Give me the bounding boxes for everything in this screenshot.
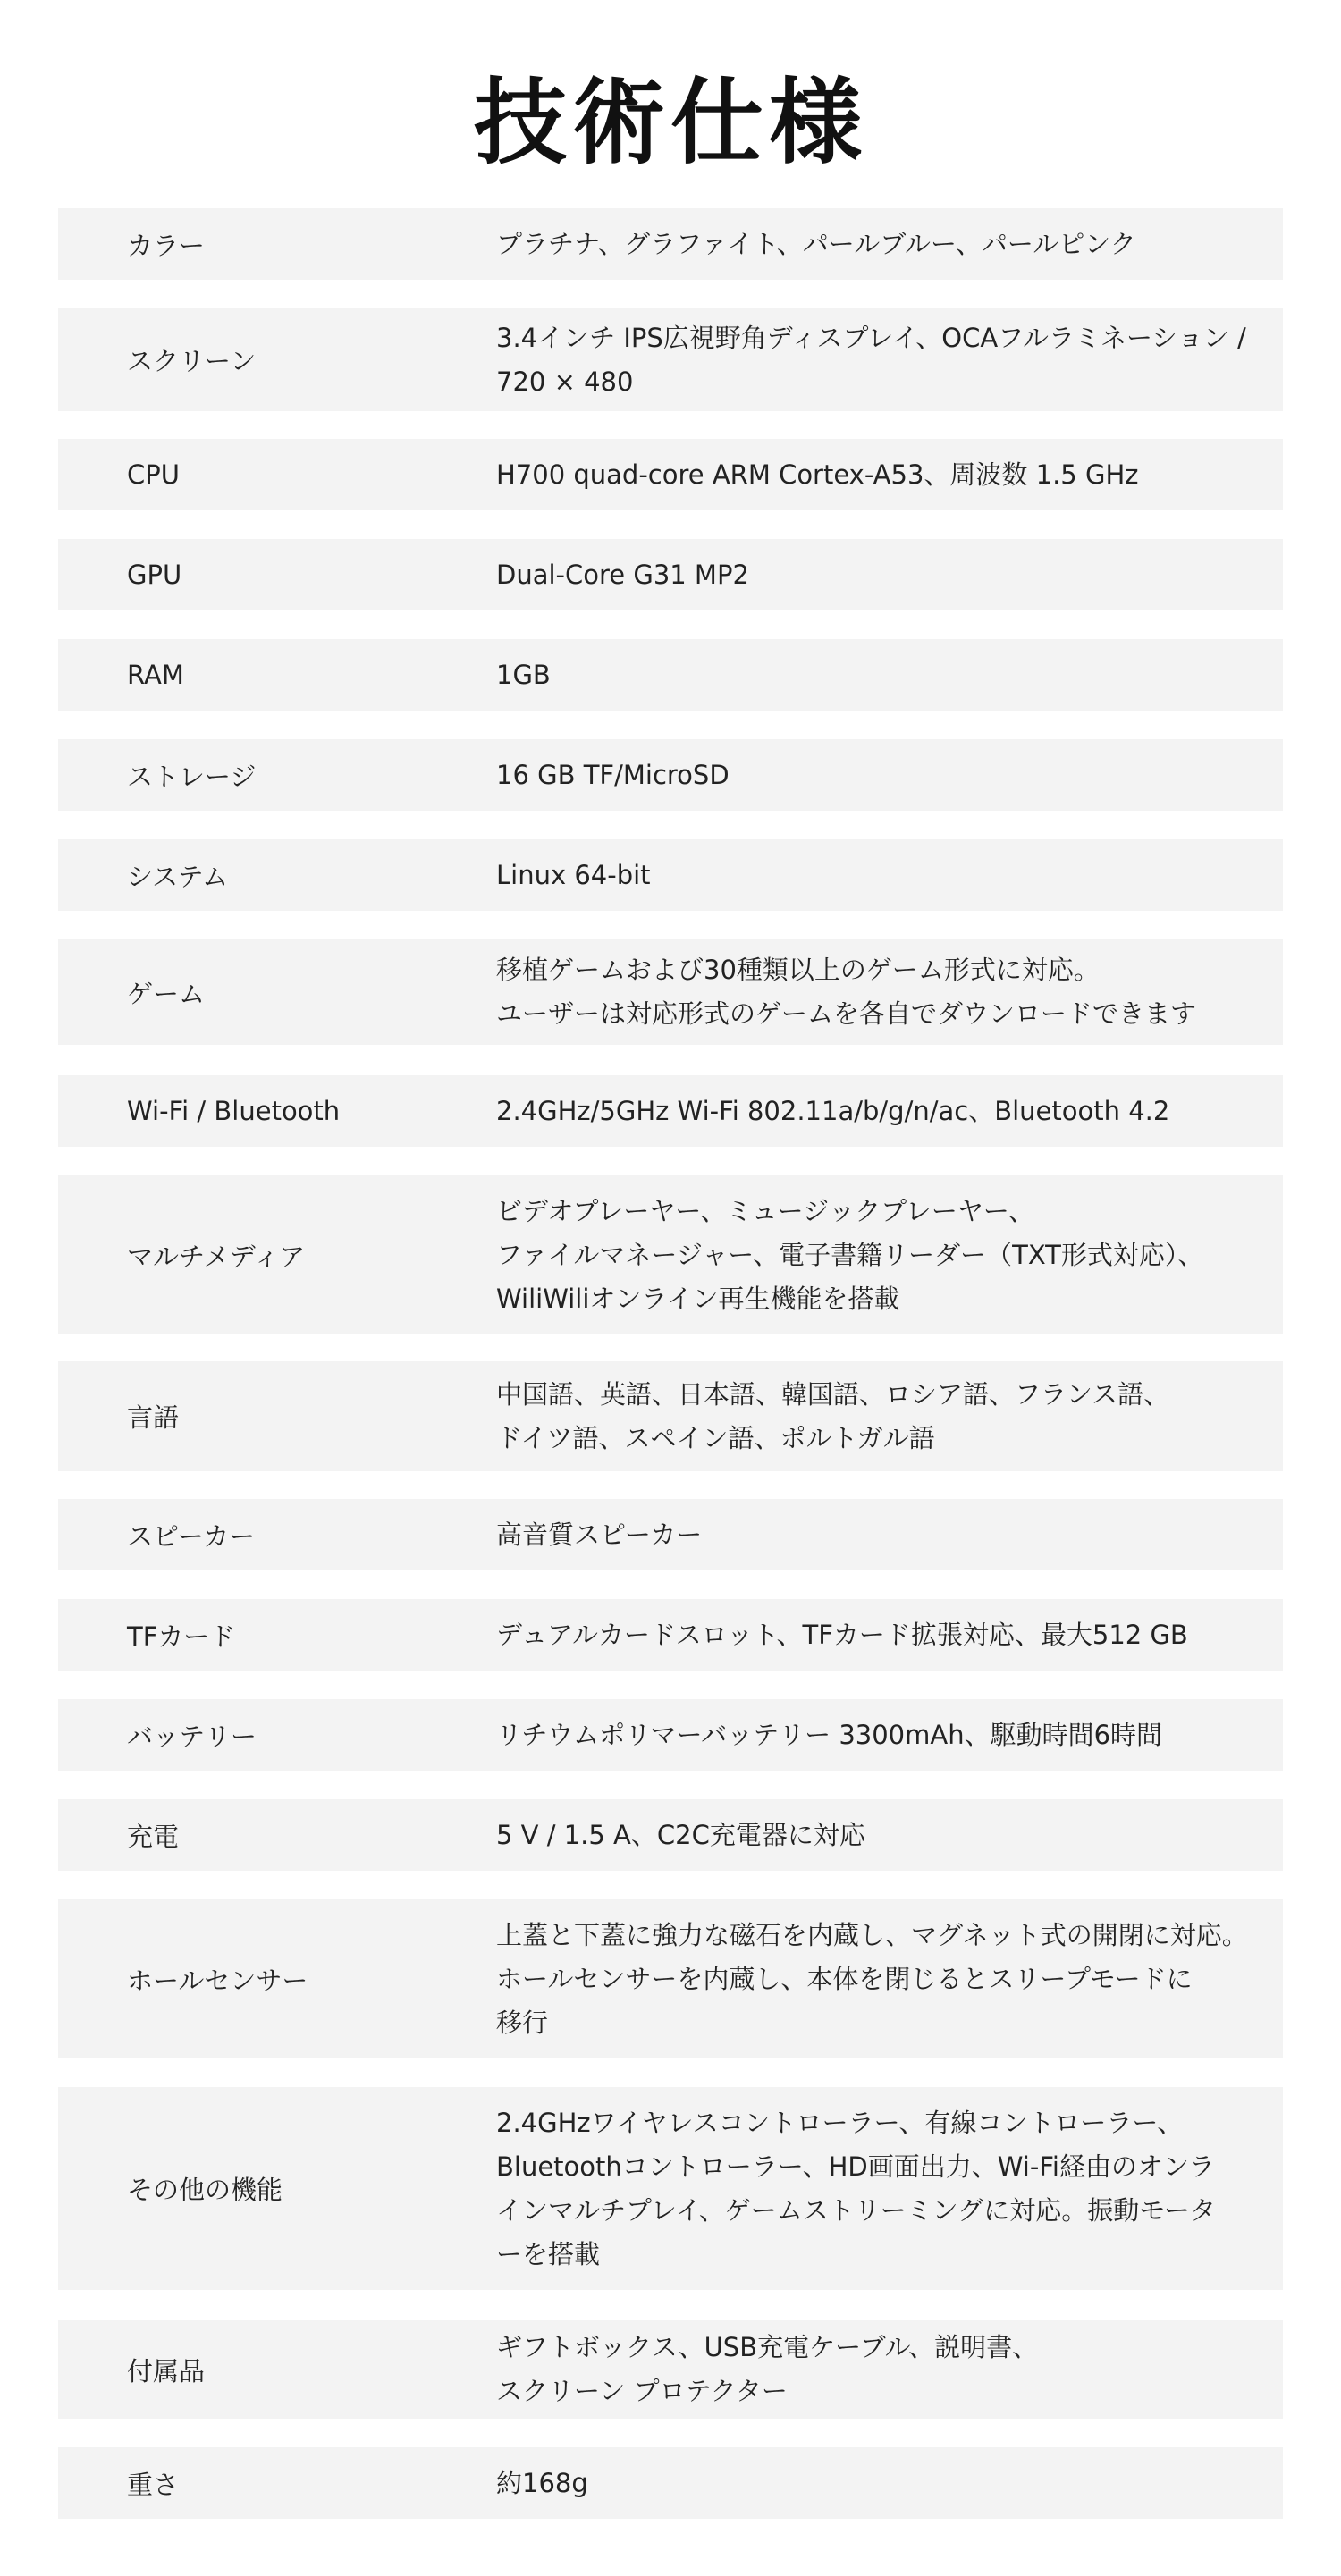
spec-value [496, 939, 1274, 1045]
spec-value-line: 約168g [496, 2467, 588, 2498]
spec-label: カラー [127, 230, 206, 261]
spec-value [496, 1075, 1274, 1147]
spec-value-line: 高音質スピーカー [496, 1519, 703, 1550]
spec-value-line: ファイルマネージャー、電子書籍リーダー（TXT形式対応）、 [496, 1239, 1204, 1270]
spec-label: 言語 [127, 1402, 180, 1433]
spec-row [58, 208, 1283, 280]
spec-value-line: ホールセンサーを内蔵し、本体を閉じるとスリープモードに [496, 1963, 1193, 1994]
spec-value [496, 1175, 1274, 1334]
spec-value [496, 1499, 1274, 1570]
spec-value [496, 1699, 1274, 1771]
spec-value-line: プラチナ、グラファイト、パールブルー、パールピンク [496, 228, 1136, 259]
spec-value-line: Bluetoothコントローラー、HD画面出力、Wi-Fi経由のオンラ [496, 2151, 1215, 2182]
spec-value [496, 1799, 1274, 1871]
spec-row [58, 1499, 1283, 1570]
spec-row [58, 2447, 1283, 2519]
spec-row [58, 639, 1283, 711]
spec-label: 重さ [127, 2469, 180, 2500]
spec-label: ホールセンサー [127, 1965, 308, 1996]
spec-value-line: 720 × 480 [496, 366, 634, 397]
spec-label: その他の機能 [127, 2175, 283, 2205]
spec-row [58, 2087, 1283, 2290]
spec-value-line: リチウムポリマーバッテリー 3300mAh、駆動時間6時間 [496, 1719, 1163, 1750]
spec-value-line: 16 GB TF/MicroSD [496, 759, 730, 790]
spec-label: スクリーン [127, 346, 257, 376]
spec-label: 付属品 [127, 2355, 206, 2387]
spec-value-line: 3.4インチ IPS広視野角ディスプレイ、OCAフルラミネーション / [496, 322, 1246, 353]
spec-row [58, 539, 1283, 610]
spec-value-line: 移植ゲームおよび30種類以上のゲーム形式に対応。 [496, 955, 1100, 985]
spec-row [58, 439, 1283, 510]
page-title: 技術仕様 [473, 68, 867, 177]
spec-value-line: 移行 [496, 2007, 549, 2038]
spec-value [496, 1599, 1274, 1671]
spec-label: スピーカー [127, 1520, 256, 1552]
spec-value-line: Linux 64-bit [496, 859, 651, 890]
spec-value-line: ギフトボックス、USB充電ケーブル、説明書、 [496, 2332, 1039, 2362]
spec-row [58, 1699, 1283, 1771]
spec-value-line: 5 V / 1.5 A、C2C充電器に対応 [496, 1819, 865, 1850]
spec-value-line: 中国語、英語、日本語、韓国語、ロシア語、フランス語、 [496, 1378, 1170, 1410]
spec-row [58, 1799, 1283, 1871]
spec-value [496, 739, 1274, 811]
spec-row [58, 739, 1283, 811]
spec-value [496, 2087, 1274, 2290]
spec-value-line: H700 quad-core ARM Cortex-A53、周波数 1.5 GHz [496, 459, 1139, 490]
spec-label: ゲーム [127, 978, 206, 1009]
spec-value [496, 308, 1274, 411]
spec-value [496, 639, 1274, 711]
spec-value-line: WiliWiliオンライン再生機能を搭載 [496, 1283, 900, 1314]
spec-label: CPU [127, 459, 180, 490]
spec-label: GPU [127, 560, 182, 590]
spec-value [496, 208, 1274, 280]
spec-value [496, 839, 1274, 911]
spec-row [58, 1075, 1283, 1147]
spec-row [58, 308, 1283, 411]
spec-label: Wi-Fi / Bluetooth [127, 1096, 341, 1126]
spec-value [496, 2447, 1274, 2519]
spec-value-line: 2.4GHz/5GHz Wi-Fi 802.11a/b/g/n/ac、Bluetooth 4.2 [496, 1095, 1170, 1126]
spec-row [58, 2320, 1283, 2419]
spec-value [496, 1899, 1274, 2058]
spec-value-line: ユーザーは対応形式のゲームを各自でダウンロードできます [496, 998, 1197, 1029]
spec-value [496, 439, 1274, 510]
spec-value [496, 1361, 1274, 1471]
spec-value-line: 2.4GHzワイヤレスコントローラー、有線コントローラー、 [496, 2107, 1184, 2138]
spec-value [496, 2320, 1274, 2419]
spec-value-line: Dual-Core G31 MP2 [496, 559, 749, 590]
spec-value-line: インマルチプレイ、ゲームストリーミングに対応。振動モータ [496, 2194, 1217, 2226]
spec-value-line: 1GB [496, 659, 551, 690]
spec-row [58, 939, 1283, 1045]
spec-label: マルチメディア [127, 1241, 306, 1272]
spec-value-line: ーを搭載 [496, 2238, 601, 2269]
spec-row [58, 1175, 1283, 1334]
spec-row [58, 839, 1283, 911]
spec-label: システム [127, 861, 229, 892]
spec-row [58, 1599, 1283, 1671]
spec-row [58, 1361, 1283, 1471]
spec-value-line: ドイツ語、スペイン語、ポルトガル語 [496, 1422, 935, 1453]
spec-row [58, 1899, 1283, 2058]
spec-label: RAM [127, 660, 184, 690]
spec-label: ストレージ [127, 761, 257, 792]
spec-label: TFカード [127, 1621, 236, 1652]
spec-value-line: 上蓋と下蓋に強力な磁石を内蔵し、マグネット式の開閉に対応。 [496, 1919, 1248, 1950]
spec-label: 充電 [127, 1821, 180, 1852]
spec-value-line: スクリーン プロテクター [496, 2376, 788, 2406]
spec-label: バッテリー [127, 1721, 257, 1752]
spec-value [496, 539, 1274, 610]
spec-value-line: デュアルカードスロット、TFカード拡張対応、最大512 GB [496, 1619, 1188, 1650]
spec-value-line: ビデオプレーヤー、ミュージックプレーヤー、 [496, 1195, 1034, 1226]
